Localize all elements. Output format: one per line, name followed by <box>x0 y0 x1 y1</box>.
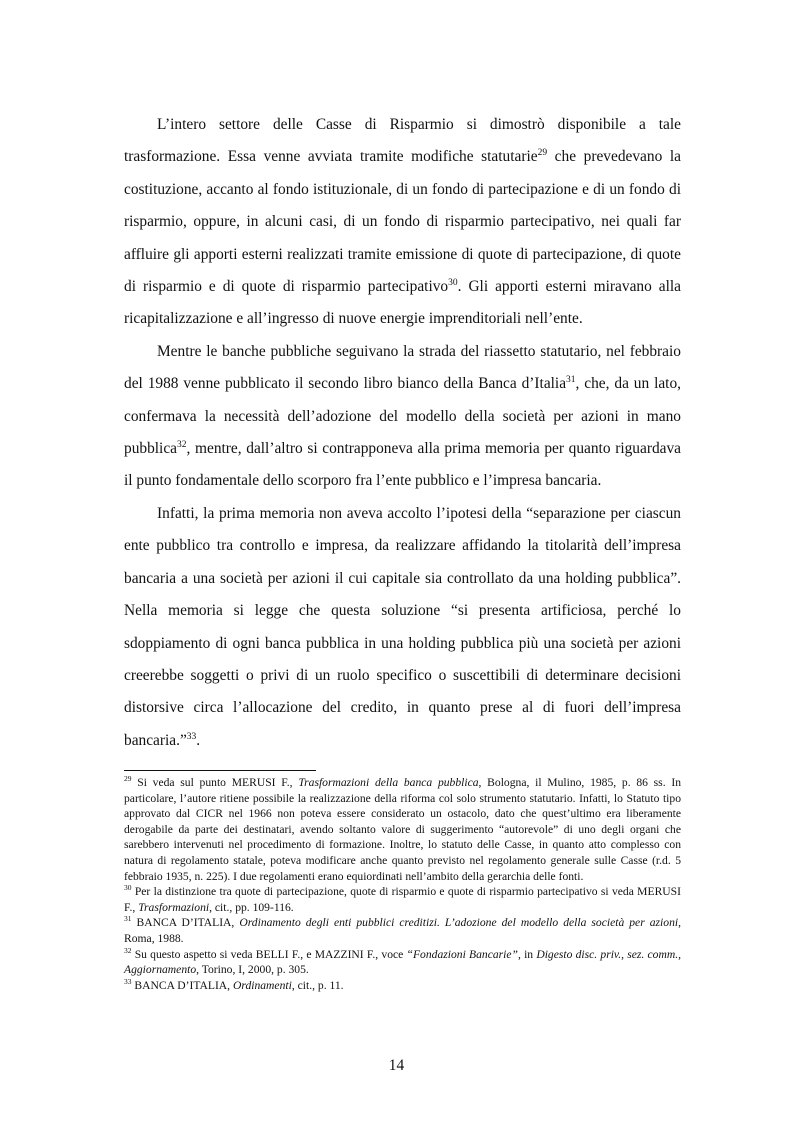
footnote-32: $^{32}$ Su questo aspetto si veda BELLI F., e MAZZINI F., voce “Fondazioni Bancarie”, in Digesto disc. priv., sez. comm., Aggiornamento, Torino, I, 2000, p. 305. <box>124 945 682 977</box>
footnote-29: $^{29}$ Si veda sul punto MERUSI F., Trasformazioni della banca pubblica, Bologna, il Mulino, 1985, p. 86 ss. In particolare, l’autore ritiene possibile la realizzazione della riforma col solo strumento statutario. Infatti, lo Statuto tipo approvato dal CICR nel 1966 non poteva essere considerato un ostacolo, dato che quest’ultimo era liberamente derogabile da parte dei destinatari, avendo soltanto valore di suggerimento “autorevole” di uno degli organi che sarebbero intervenuti nel procedimento di formazione. Inoltre, lo statuto delle Casse, in quanto atto complesso con natura di regolamento statale, poteva modificare anche quanto previsto nel regolamento generale sulle Casse (r.d. 5 febbraio 1935, n. 225). I due regolamenti erano equiordinati nell’ambito della gerarchia delle fonti. <box>124 774 681 883</box>
paragraph-1: L’intero settore delle Casse di Risparmio si dimostrò disponibile a tale trasformazione. Essa venne avviata tramite modifiche statutarie$^{29}$ che prevedevano la costituzione, accanto al fondo istituzionale, di un fondo di partecipazione e di un fondo di risparmio, oppure, in alcuni casi, di un fondo di risparmio partecipativo, nei quali far affluire gli apporti esterni realizzati tramite emissione di quote di partecipazione, di quote di risparmio e di quote di risparmio partecipativo$^{30}$. Gli apporti esterni miravano alla ricapitalizzazione e all’ingresso di nuove energie imprenditoriali nell’ente. <box>124 116 681 328</box>
footnote-33: $^{33}$ BANCA D’ITALIA, Ordinamenti, cit., p. 11. <box>124 976 344 992</box>
footnote-ref-31[interactable]: 31 <box>566 375 576 386</box>
footnote-30: $^{30}$ Per la distinzione tra quote di partecipazione, quote di risparmio e quote di risparmio partecipativo si veda MERUSI F., Trasformazioni, cit., pp. 109-116. <box>124 883 681 914</box>
footnote-ref-29[interactable]: 29 <box>537 148 548 159</box>
body-text <box>124 109 681 757</box>
paragraph-3: Infatti, la prima memoria non aveva accolto l’ipotesi della “separazione per ciascun ente pubblico tra controllo e impresa, da realizzare affidando la titolarità dell’impresa bancaria a una società per azioni il cui capitale sia controllato da una holding pubblica”. Nella memoria si legge che questa soluzione “si presenta artificiosa, perché lo sdoppiamento di ogni banca pubblica in una holding pubblica più una società per azioni creerebbe soggetti o privi di un ruolo specifico o suscettibili di determinare decisioni distorsive circa l’allocazione del credito, in quanto prese al di fuori dell’impresa bancaria.”$^{33}$. <box>124 504 681 749</box>
footnote-ref-30[interactable]: 30 <box>448 277 458 288</box>
paragraph-2: Mentre le banche pubbliche seguivano la strada del riassetto statutario, nel febbraio del 1988 venne pubblicato il secondo libro bianco della Banca d’Italia$^{31}$, che, da un lato, confermava la necessità dell’adozione del modello della società per azioni in mano pubblica$^{32}$, mentre, dall’altro si contrapponeva alla prima memoria per quanto riguardava il punto fondamentale dello scorporo fra l’ente pubblico e l’impresa bancaria. <box>124 342 681 490</box>
footnote-separator <box>124 770 316 771</box>
footnote-ref-32[interactable]: 32 <box>177 439 187 450</box>
page-number: 14 <box>388 1057 405 1074</box>
footnote-31: $^{31}$ BANCA D’ITALIA, Ordinamento degli enti pubblici creditizi. L’adozione del modello della società per azioni, Roma, 1988. <box>124 914 681 945</box>
footnotes <box>124 775 681 993</box>
footnote-ref-33[interactable]: 33 <box>186 731 197 742</box>
